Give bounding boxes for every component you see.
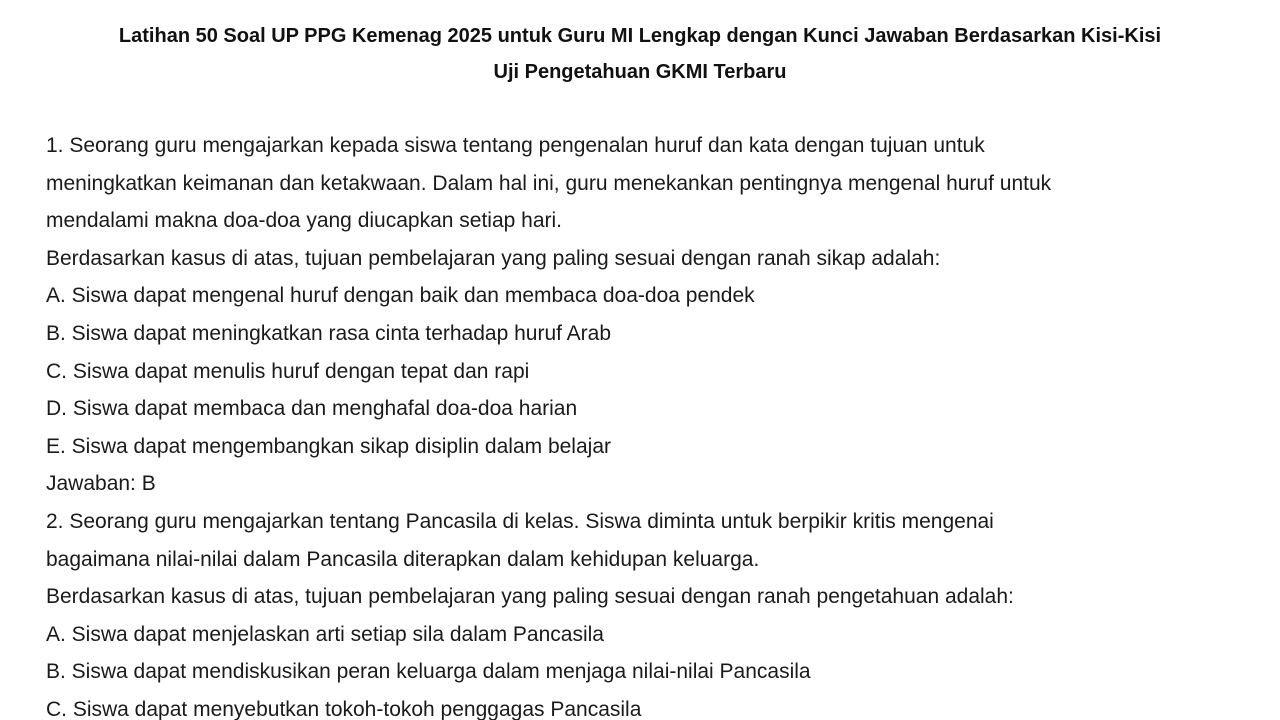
question-1-prompt: Berdasarkan kasus di atas, tujuan pembelajaran yang paling sesuai dengan ranah sikap adalah: [46,246,941,270]
title-line-2: Uji Pengetahuan GKMI Terbaru [493,61,787,83]
document-title [40,18,1240,90]
question-2-option-b: B. Siswa dapat mendiskusikan peran keluarga dalam menjaga nilai-nilai Pancasila [46,660,811,684]
question-1-option-a: A. Siswa dapat mengenal huruf dengan baik dan membaca doa-doa pendek [46,284,755,308]
question-1-option-b: B. Siswa dapat meningkatkan rasa cinta terhadap huruf Arab [46,321,612,345]
question-2-stem-line-1: 2. Seorang guru mengajarkan tentang Pancasila di kelas. Siswa diminta untuk berpikir kritis mengenai [46,509,994,533]
question-1-option-e: E. Siswa dapat mengembangkan sikap disiplin dalam belajar [46,434,611,458]
question-1-stem-line-3: mendalami makna doa-doa yang diucapkan setiap hari. [46,209,562,233]
question-1-stem-line-2: meningkatkan keimanan dan ketakwaan. Dalam hal ini, guru menekankan pentingnya mengenal huruf untuk [46,171,1052,195]
question-1 [46,127,1240,503]
question-2-prompt: Berdasarkan kasus di atas, tujuan pembelajaran yang paling sesuai dengan ranah pengetahuan adalah: [46,585,1014,609]
question-2-option-c: C. Siswa dapat menyebutkan tokoh-tokoh penggagas Pancasila [46,697,642,720]
title-line-1: Latihan 50 Soal UP PPG Kemenag 2025 untuk Guru MI Lengkap dengan Kunci Jawaban Berdasarkan Kisi-Kisi [118,25,1162,47]
question-2 [46,503,1240,720]
question-1-option-d: D. Siswa dapat membaca dan menghafal doa-doa harian [46,397,578,421]
question-1-answer: Jawaban: B [46,472,156,496]
document-body [46,127,1240,720]
question-2-option-a: A. Siswa dapat menjelaskan arti setiap sila dalam Pancasila [46,622,604,646]
question-2-stem-line-2: bagaimana nilai-nilai dalam Pancasila diterapkan dalam kehidupan keluarga. [46,547,760,571]
question-1-option-c: C. Siswa dapat menulis huruf dengan tepat dan rapi [46,359,530,383]
question-1-stem-line-1: 1. Seorang guru mengajarkan kepada siswa tentang pengenalan huruf dan kata dengan tujuan untuk [46,134,985,157]
